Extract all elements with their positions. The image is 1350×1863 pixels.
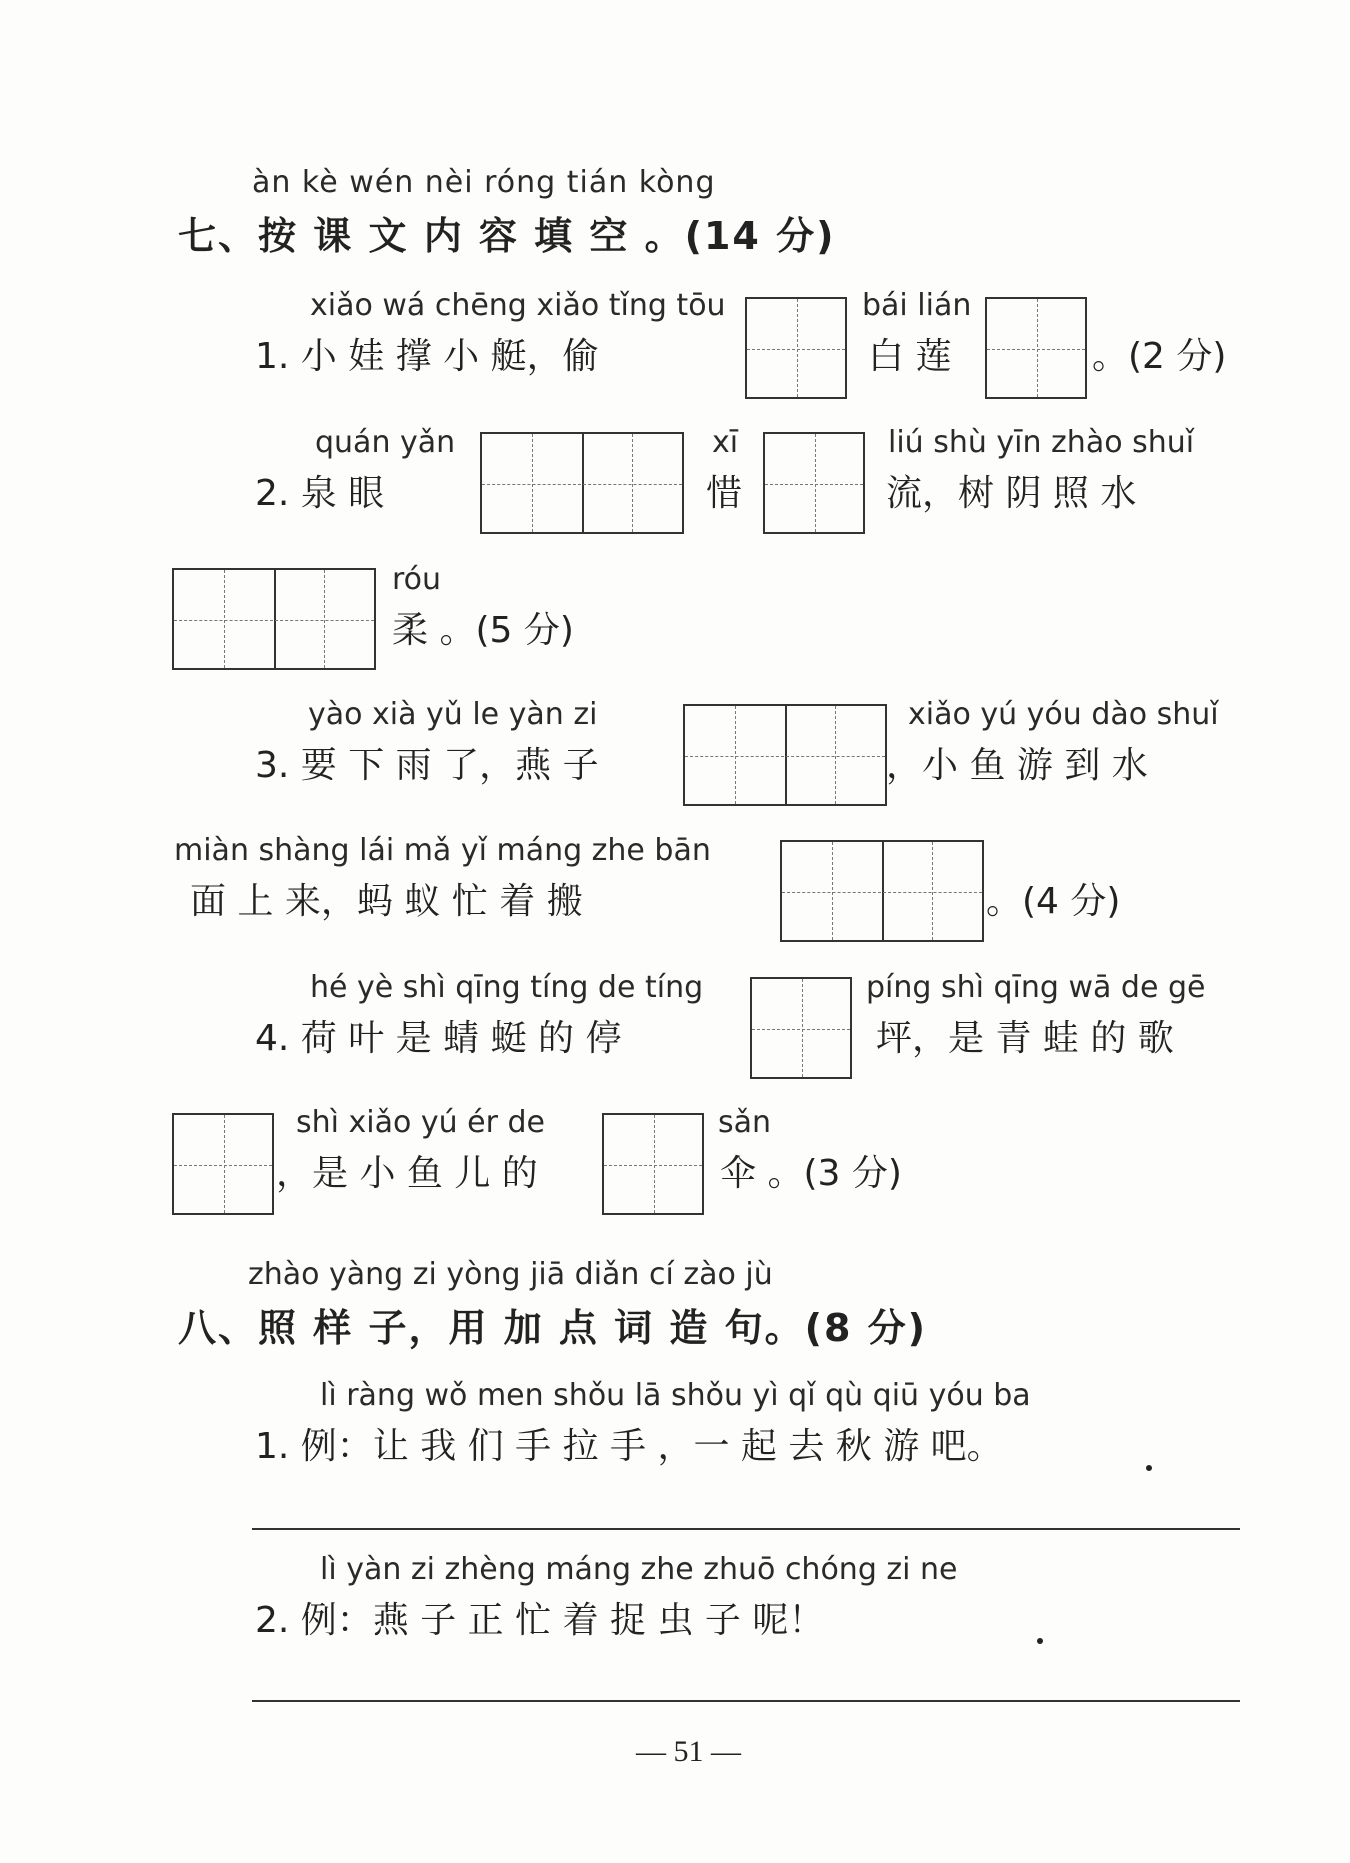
answer-box-4char[interactable] — [780, 840, 984, 942]
q4-text-b: 坪，是 青 蛙 的 歌 — [876, 1018, 1174, 1059]
q4-pinyin-d: sǎn — [718, 1105, 772, 1140]
q3-score: 。(4 分) — [986, 881, 1121, 922]
emphasis-dot — [1037, 1638, 1043, 1644]
q4-text-c: ，是 小 鱼 儿 的 — [276, 1153, 538, 1194]
answer-box-4char[interactable] — [480, 432, 684, 534]
answer-box[interactable] — [745, 297, 847, 399]
q2-pinyin-d: róu — [392, 562, 442, 597]
section8-pinyin: zhào yàng zi yòng jiā diǎn cí zào jù — [248, 1257, 773, 1292]
q2-text-a: 2. 泉 眼 — [255, 473, 385, 514]
s8-q1-example: 1. 例：让 我 们 手 拉 手 ，一 起 去 秋 游 吧。 — [255, 1426, 1003, 1467]
q1-pinyin-a: xiǎo wá chēng xiǎo tǐng tōu — [310, 288, 726, 323]
answer-box[interactable] — [750, 977, 852, 1079]
q4-text-a: 4. 荷 叶 是 蜻 蜓 的 停 — [255, 1018, 622, 1059]
q4-pinyin-b: píng shì qīng wā de gē — [866, 970, 1206, 1005]
answer-box[interactable] — [602, 1113, 704, 1215]
answer-box-4char[interactable] — [172, 568, 376, 670]
emphasis-dot — [1146, 1465, 1152, 1471]
answer-box-4char[interactable] — [683, 704, 887, 806]
q2-text-c: 流，树 阴 照 水 — [886, 473, 1137, 514]
q3-pinyin-c: miàn shàng lái mǎ yǐ máng zhe bān — [174, 833, 711, 868]
q3-text-c: 面 上 来，蚂 蚁 忙 着 搬 — [190, 881, 583, 922]
q3-text-b: ，小 鱼 游 到 水 — [886, 745, 1148, 786]
section8-title: 八、照 样 子，用 加 点 词 造 句。(8 分) — [178, 1306, 928, 1350]
s8-q2-example: 2. 例：燕 子 正 忙 着 捉 虫 子 呢！ — [255, 1600, 825, 1641]
q1-text-a: 1. 小 娃 撑 小 艇，偷 — [255, 336, 599, 377]
section7-pinyin: àn kè wén nèi róng tián kòng — [252, 165, 716, 200]
q2-pinyin-c: liú shù yīn zhào shuǐ — [888, 425, 1195, 460]
q3-pinyin-b: xiǎo yú yóu dào shuǐ — [908, 697, 1219, 732]
q1-text-b: 白 莲 — [868, 336, 952, 377]
q2-pinyin-b: xī — [712, 425, 739, 460]
answer-box[interactable] — [763, 432, 865, 534]
q2-text-d: 柔 。(5 分) — [392, 610, 574, 651]
q4-pinyin-a: hé yè shì qīng tíng de tíng — [310, 970, 704, 1005]
q3-text-a: 3. 要 下 雨 了，燕 子 — [255, 745, 599, 786]
answer-box[interactable] — [172, 1113, 274, 1215]
s8-q1-pinyin: lì ràng wǒ men shǒu lā shǒu yì qǐ qù qiū yóu ba — [320, 1378, 1031, 1413]
q2-text-b: 惜 — [706, 473, 743, 514]
section7-title: 七、按 课 文 内 容 填 空 。(14 分) — [178, 214, 836, 258]
q1-pinyin-b: bái lián — [862, 288, 972, 323]
page-number: — 51 — — [636, 1735, 741, 1768]
answer-line[interactable] — [252, 1700, 1240, 1702]
q4-pinyin-c: shì xiǎo yú ér de — [296, 1105, 546, 1140]
answer-line[interactable] — [252, 1528, 1240, 1530]
q4-text-d: 伞 。(3 分) — [720, 1153, 902, 1194]
q2-pinyin-a: quán yǎn — [315, 425, 456, 460]
q3-pinyin-a: yào xià yǔ le yàn zi — [308, 697, 598, 732]
answer-box[interactable] — [985, 297, 1087, 399]
s8-q2-pinyin: lì yàn zi zhèng máng zhe zhuō chóng zi ne — [320, 1552, 958, 1587]
q1-score: 。(2 分) — [1092, 336, 1227, 377]
